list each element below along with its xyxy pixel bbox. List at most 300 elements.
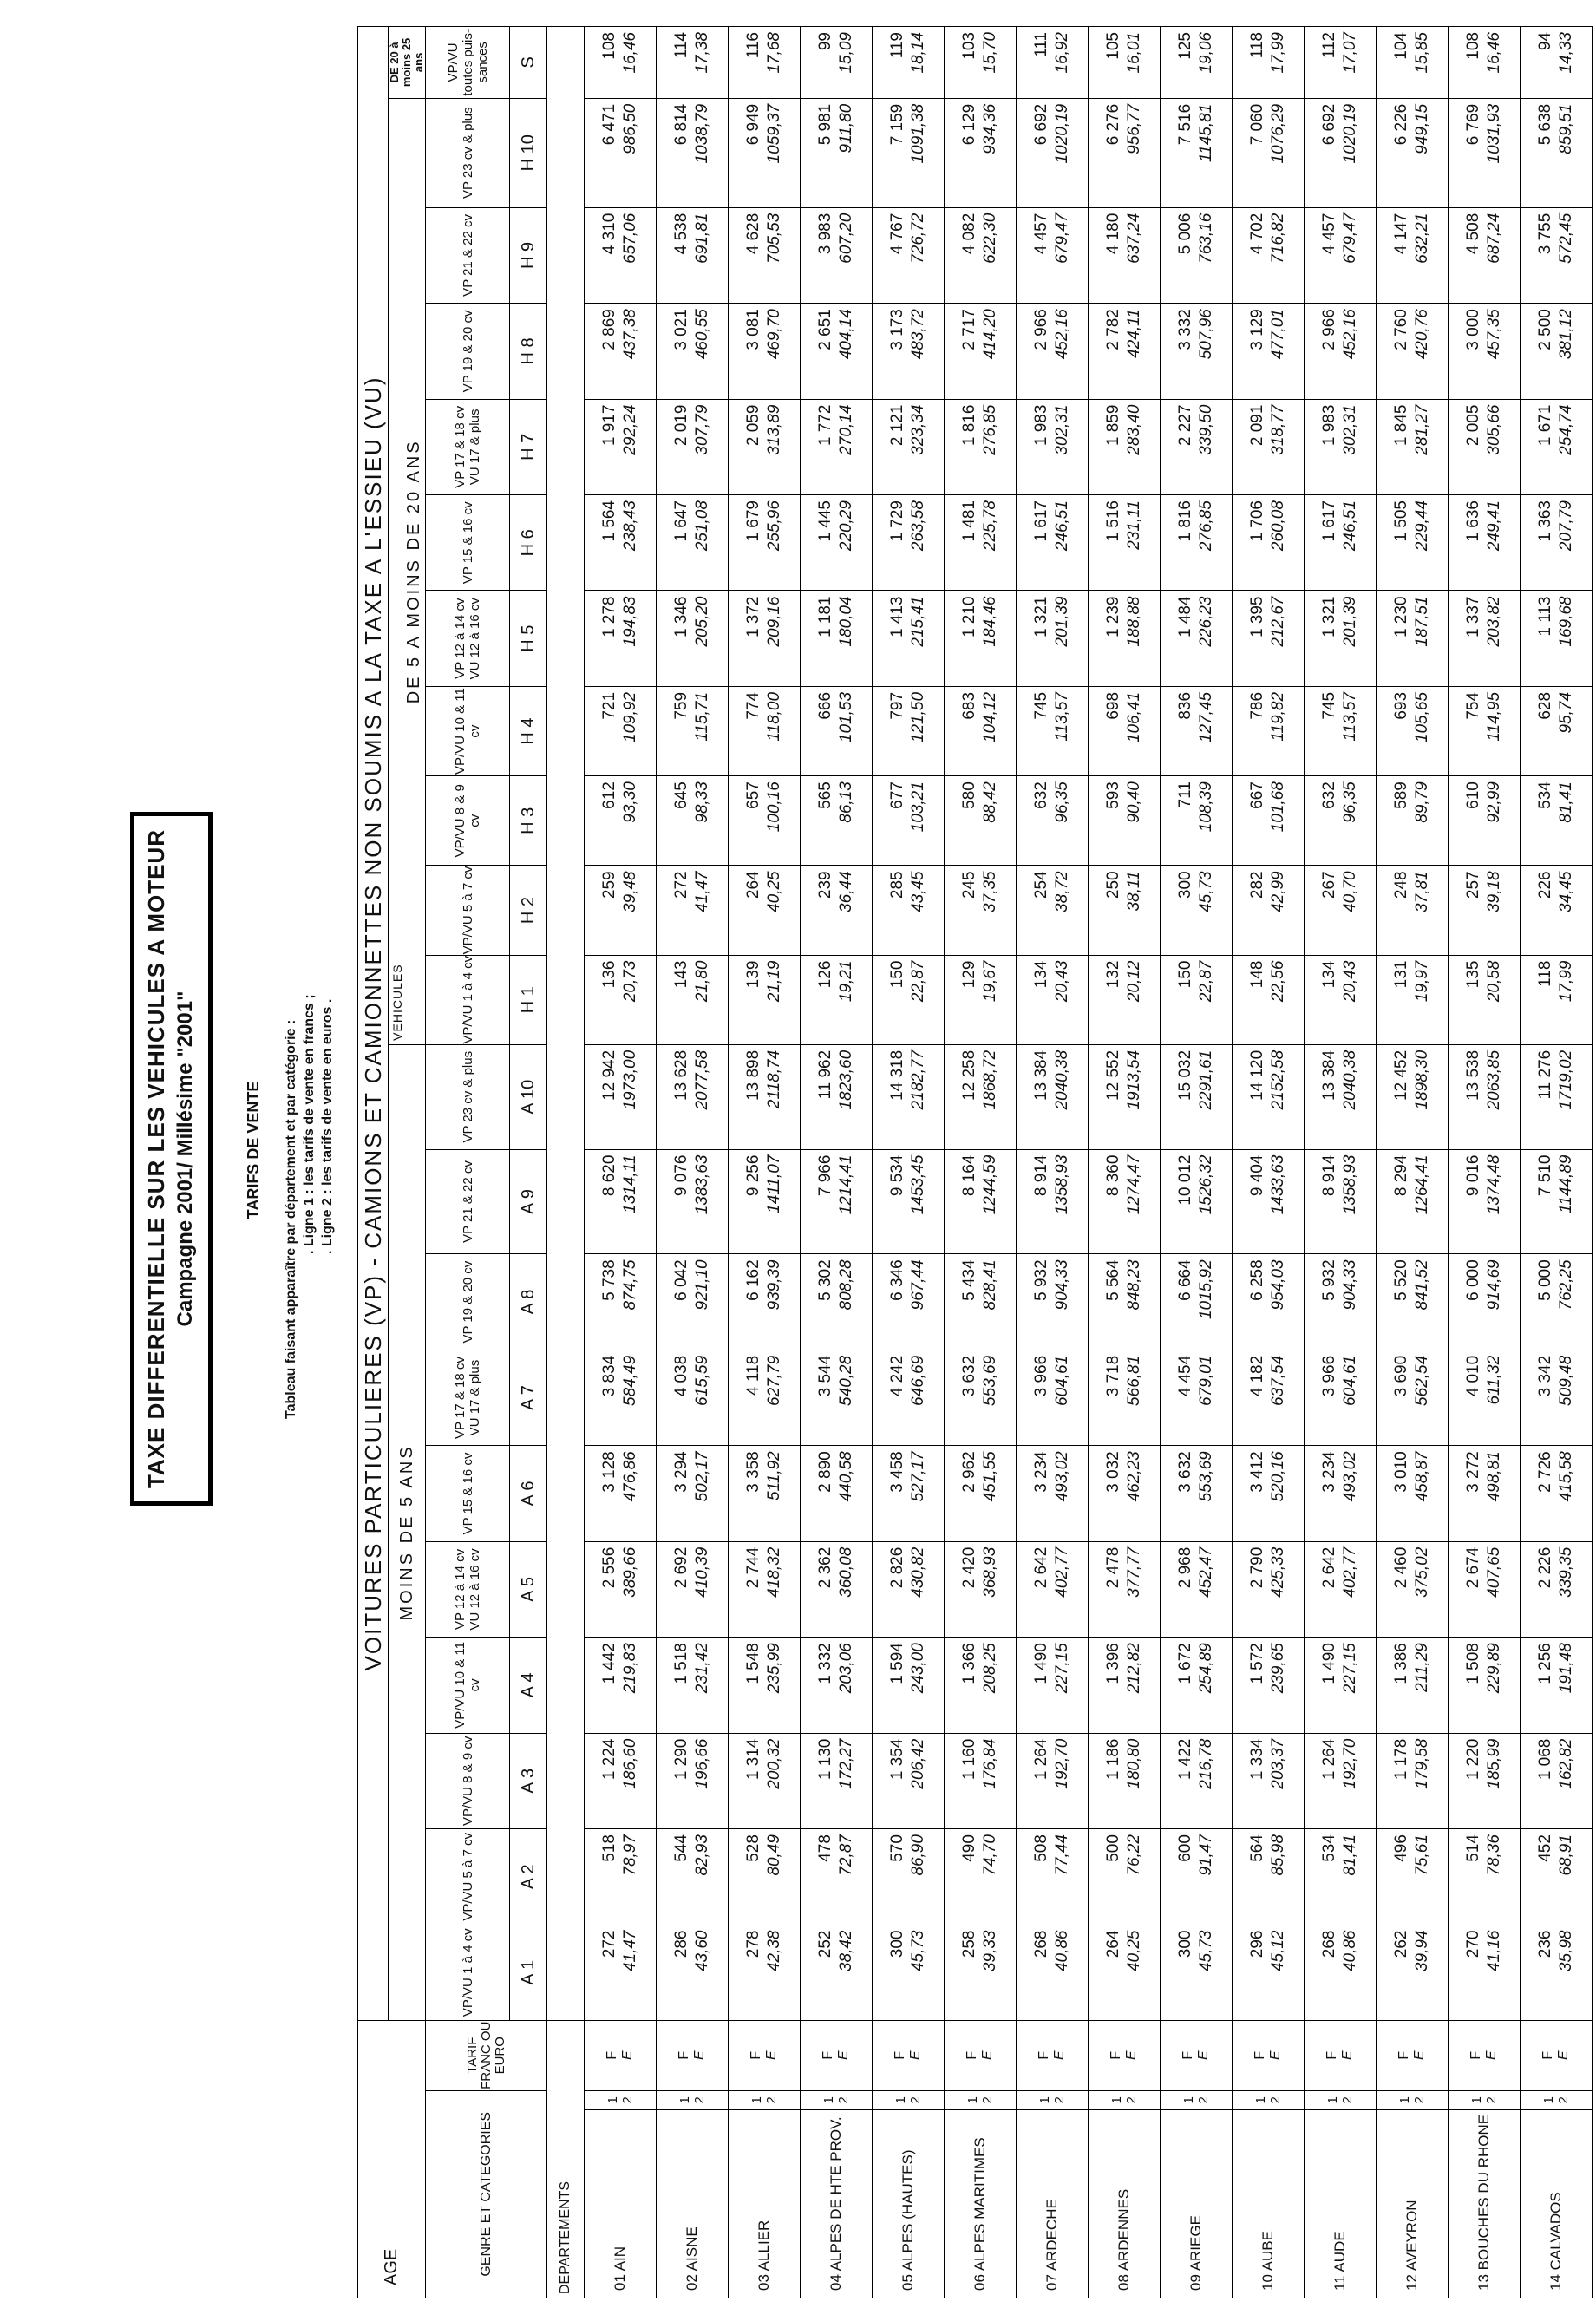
euro-value: 20,12 bbox=[1125, 960, 1143, 1003]
tariff-cell bbox=[1377, 207, 1449, 303]
departement-name: 09 ARIEGE bbox=[1161, 2110, 1233, 2298]
tariff-cell bbox=[1161, 591, 1233, 686]
franc-value: 4 038 bbox=[672, 1355, 690, 1397]
tariff-cell bbox=[1377, 866, 1449, 955]
euro-value: 105,65 bbox=[1413, 691, 1431, 743]
euro-value: 86,90 bbox=[909, 1834, 927, 1876]
currency-label: F bbox=[605, 2050, 619, 2060]
tariff-cell bbox=[1017, 495, 1089, 591]
euro-value: 41,47 bbox=[621, 1930, 639, 1972]
franc-value: 6 226 bbox=[1392, 103, 1410, 146]
euro-value: 402,77 bbox=[1053, 1546, 1071, 1598]
tariff-cell bbox=[729, 1254, 801, 1350]
euro-value: 507,96 bbox=[1197, 309, 1215, 360]
tariff-cell bbox=[1305, 955, 1377, 1044]
tariff-cell bbox=[1017, 1829, 1089, 1925]
euro-value: 246,51 bbox=[1053, 500, 1071, 552]
euro-value: 1374,48 bbox=[1485, 1154, 1503, 1215]
franc-value: 580 bbox=[960, 781, 978, 809]
euro-value: 90,40 bbox=[1125, 781, 1143, 823]
tariff-cell bbox=[729, 399, 801, 494]
franc-value: 1 508 bbox=[1464, 1643, 1482, 1684]
franc-value: 1 516 bbox=[1104, 500, 1122, 542]
euro-value: 20,73 bbox=[621, 960, 639, 1003]
euro-value: 954,03 bbox=[1269, 1259, 1287, 1311]
franc-value: 2 760 bbox=[1392, 309, 1410, 350]
tariff-cell bbox=[729, 1044, 801, 1149]
euro-value: 1383,63 bbox=[693, 1154, 711, 1215]
tariff-cell bbox=[1449, 1925, 1521, 2020]
euro-value: 904,33 bbox=[1053, 1259, 1071, 1311]
franc-value: 570 bbox=[888, 1834, 906, 1862]
euro-value: 114,95 bbox=[1485, 691, 1503, 742]
currency-labels bbox=[801, 2020, 873, 2090]
franc-value: 3 755 bbox=[1536, 212, 1554, 255]
franc-value: 1 505 bbox=[1392, 500, 1410, 542]
group-h-heading bbox=[389, 98, 426, 1044]
franc-value: 300 bbox=[888, 1930, 906, 1958]
franc-value: 112 bbox=[1320, 32, 1338, 59]
tariff-cell bbox=[657, 304, 729, 399]
category-code: A 8 bbox=[510, 1254, 547, 1350]
euro-value: 81,41 bbox=[1557, 781, 1575, 823]
currency-label: F bbox=[1253, 2050, 1267, 2060]
franc-value: 3 332 bbox=[1176, 309, 1194, 350]
tariff-cell bbox=[801, 98, 873, 207]
franc-value: 226 bbox=[1536, 871, 1554, 899]
euro-value: 227,15 bbox=[1341, 1643, 1359, 1694]
franc-value: 7 516 bbox=[1176, 103, 1194, 146]
franc-value: 134 bbox=[1320, 960, 1338, 989]
franc-value: 1 442 bbox=[600, 1643, 618, 1684]
franc-value: 1 210 bbox=[960, 596, 978, 638]
franc-value: 1 278 bbox=[600, 596, 618, 638]
document-title: TAXE DIFFERENTIELLE SUR LES VEHICULES A MOTEUR bbox=[143, 828, 169, 1489]
euro-value: 452,47 bbox=[1197, 1546, 1215, 1598]
franc-value: 632 bbox=[1032, 781, 1050, 809]
euro-value: 20,43 bbox=[1053, 960, 1071, 1003]
euro-value: 1076,29 bbox=[1269, 103, 1287, 164]
tariff-cell bbox=[729, 1541, 801, 1637]
euro-value: 211,29 bbox=[1413, 1643, 1431, 1692]
franc-value: 1 816 bbox=[960, 404, 978, 447]
currency-labels bbox=[1233, 2020, 1305, 2090]
franc-value: 264 bbox=[744, 871, 762, 899]
franc-value: 1 983 bbox=[1320, 404, 1338, 447]
euro-value: 418,32 bbox=[765, 1546, 783, 1598]
euro-value: 302,31 bbox=[1053, 404, 1071, 455]
franc-value: 1 548 bbox=[744, 1643, 762, 1684]
tariff-cell bbox=[1449, 1733, 1521, 1828]
euro-value: 77,44 bbox=[1053, 1834, 1071, 1876]
euro-value: 716,82 bbox=[1269, 212, 1287, 264]
euro-value: 17,99 bbox=[1557, 960, 1575, 1003]
euro-value: 572,45 bbox=[1557, 212, 1575, 264]
tariff-cell bbox=[1449, 1829, 1521, 1925]
euro-value: 637,54 bbox=[1269, 1355, 1287, 1406]
tariff-cell bbox=[1089, 1149, 1161, 1254]
euro-value: 45,73 bbox=[909, 1930, 927, 1972]
franc-value: 3 010 bbox=[1392, 1451, 1410, 1493]
franc-value: 5 981 bbox=[816, 103, 834, 146]
tariff-cell bbox=[1305, 1446, 1377, 1541]
category-header: VP 17 & 18 cv VU 17 & plus bbox=[426, 1350, 510, 1445]
franc-value: 268 bbox=[1032, 1930, 1050, 1958]
franc-value: 125 bbox=[1176, 32, 1194, 60]
franc-value: 500 bbox=[1104, 1834, 1122, 1862]
franc-value: 5 638 bbox=[1536, 103, 1554, 146]
euro-value: 196,66 bbox=[693, 1738, 711, 1789]
tariff-cell bbox=[1233, 1829, 1305, 1925]
franc-value: 7 060 bbox=[1248, 103, 1266, 146]
line-number: 2 bbox=[1196, 2096, 1211, 2104]
departement-name: 07 ARDECHE bbox=[1017, 2110, 1089, 2298]
tariff-cell bbox=[1017, 207, 1089, 303]
franc-value: 8 914 bbox=[1320, 1154, 1338, 1197]
tariff-cell bbox=[1449, 1350, 1521, 1445]
euro-value: 424,11 bbox=[1125, 309, 1143, 358]
table-row bbox=[1233, 27, 1305, 2298]
tariff-cell bbox=[1305, 207, 1377, 303]
line-number: 2 bbox=[1268, 2096, 1283, 2104]
tariff-cell bbox=[1161, 1925, 1233, 2020]
tariff-cell bbox=[1089, 304, 1161, 399]
euro-value: 82,93 bbox=[693, 1834, 711, 1876]
franc-value: 13 898 bbox=[744, 1049, 762, 1101]
tariff-cell bbox=[657, 399, 729, 494]
tariff-cell bbox=[1161, 98, 1233, 207]
franc-value: 296 bbox=[1248, 1930, 1266, 1958]
franc-value: 1 186 bbox=[1104, 1738, 1122, 1781]
tariff-cell bbox=[585, 776, 657, 866]
category-header: VP/VU 8 & 9 cv bbox=[426, 1733, 510, 1828]
line-numbers bbox=[1305, 2090, 1377, 2110]
euro-value: 231,42 bbox=[693, 1643, 711, 1694]
tariff-cell bbox=[1521, 1829, 1593, 1925]
franc-value: 1 490 bbox=[1320, 1643, 1338, 1684]
tariff-cell bbox=[873, 1733, 945, 1828]
departement-name: 13 BOUCHES DU RHONE bbox=[1449, 2110, 1521, 2298]
tariff-cell bbox=[1161, 686, 1233, 775]
franc-value: 150 bbox=[888, 960, 906, 989]
franc-value: 2 717 bbox=[960, 309, 978, 350]
currency-labels bbox=[1089, 2020, 1161, 2090]
tariff-cell bbox=[1161, 495, 1233, 591]
euro-value: 208,25 bbox=[981, 1643, 999, 1694]
franc-value: 5 932 bbox=[1320, 1259, 1338, 1301]
euro-value: 604,61 bbox=[1341, 1355, 1359, 1406]
tariff-cell bbox=[945, 27, 1017, 99]
franc-value: 698 bbox=[1104, 691, 1122, 720]
franc-value: 258 bbox=[960, 1930, 978, 1958]
euro-value: 219,83 bbox=[621, 1643, 639, 1694]
franc-value: 1 859 bbox=[1104, 404, 1122, 447]
line-numbers bbox=[1161, 2090, 1233, 2110]
euro-value: 939,39 bbox=[765, 1259, 783, 1311]
currency-label: F bbox=[1540, 2050, 1555, 2060]
tariff-cell bbox=[1521, 1925, 1593, 2020]
tariff-cell bbox=[1449, 27, 1521, 99]
tariff-cell bbox=[1017, 98, 1089, 207]
line-number: 1 bbox=[821, 2096, 836, 2104]
euro-value: 1091,38 bbox=[909, 103, 927, 164]
line-number: 2 bbox=[1124, 2096, 1139, 2104]
franc-value: 1 706 bbox=[1248, 500, 1266, 542]
tariff-cell bbox=[1377, 1829, 1449, 1925]
tariff-cell bbox=[945, 1446, 1017, 1541]
tariff-cell bbox=[801, 1044, 873, 1149]
franc-value: 564 bbox=[1248, 1834, 1266, 1862]
tariff-cell bbox=[1521, 955, 1593, 1044]
tariff-cell bbox=[729, 1350, 801, 1445]
euro-value: 186,60 bbox=[621, 1738, 639, 1789]
franc-value: 4 082 bbox=[960, 212, 978, 255]
tariff-cell bbox=[657, 495, 729, 591]
tariff-cell bbox=[1233, 1350, 1305, 1445]
departement-name: 11 AUDE bbox=[1305, 2110, 1377, 2298]
departement-name: 03 ALLIER bbox=[729, 2110, 801, 2298]
euro-value: 108,39 bbox=[1197, 781, 1215, 833]
category-code: A 10 bbox=[510, 1044, 547, 1149]
euro-value: 307,79 bbox=[693, 404, 711, 455]
euro-value: 410,39 bbox=[693, 1546, 711, 1598]
category-code: H 8 bbox=[510, 304, 547, 399]
euro-value: 2040,38 bbox=[1341, 1049, 1359, 1110]
tariff-cell bbox=[1233, 1541, 1305, 1637]
tariff-cell bbox=[1161, 1350, 1233, 1445]
franc-value: 9 016 bbox=[1464, 1154, 1482, 1197]
table-row bbox=[873, 27, 945, 2298]
franc-value: 534 bbox=[1536, 781, 1554, 809]
franc-value: 721 bbox=[600, 691, 618, 720]
line-numbers bbox=[873, 2090, 945, 2110]
franc-value: 2 005 bbox=[1464, 404, 1482, 447]
tariff-cell bbox=[1449, 686, 1521, 775]
tariff-cell bbox=[945, 1044, 1017, 1149]
euro-value: 41,47 bbox=[693, 871, 711, 912]
franc-value: 1 230 bbox=[1392, 596, 1410, 638]
euro-value: 607,20 bbox=[837, 212, 855, 264]
euro-value: 302,31 bbox=[1341, 404, 1359, 455]
category-code: A 3 bbox=[510, 1733, 547, 1828]
category-header: VP 23 cv & plus bbox=[426, 1044, 510, 1149]
euro-value: 339,50 bbox=[1197, 404, 1215, 455]
euro-value: 40,25 bbox=[1125, 1930, 1143, 1972]
euro-value: 540,28 bbox=[837, 1355, 855, 1406]
franc-value: 693 bbox=[1392, 691, 1410, 720]
franc-value: 131 bbox=[1392, 960, 1410, 989]
category-code: H 1 bbox=[510, 955, 547, 1044]
category-code: S bbox=[510, 27, 547, 99]
tariff-cell bbox=[1377, 591, 1449, 686]
euro-value: 763,16 bbox=[1197, 212, 1215, 264]
currency-label: E bbox=[620, 2050, 635, 2061]
tariff-cell bbox=[1233, 207, 1305, 303]
franc-value: 118 bbox=[1248, 32, 1266, 59]
currency-label: F bbox=[677, 2050, 691, 2060]
tariff-cell bbox=[1017, 1925, 1089, 2020]
table-row bbox=[1089, 27, 1161, 2298]
franc-value: 711 bbox=[1176, 781, 1194, 808]
euro-value: 227,15 bbox=[1053, 1643, 1071, 1694]
table-row bbox=[1305, 27, 1377, 2298]
euro-value: 74,70 bbox=[981, 1834, 999, 1876]
tariff-cell bbox=[1017, 686, 1089, 775]
tariff-cell bbox=[1521, 207, 1593, 303]
franc-value: 3 234 bbox=[1320, 1451, 1338, 1493]
tariff-cell bbox=[1521, 866, 1593, 955]
currency-label: E bbox=[1484, 2050, 1499, 2061]
franc-value: 6 000 bbox=[1464, 1259, 1482, 1301]
tariff-cell bbox=[1521, 1044, 1593, 1149]
franc-value: 774 bbox=[744, 691, 762, 720]
tariff-cell bbox=[657, 1254, 729, 1350]
euro-value: 191,48 bbox=[1557, 1643, 1575, 1694]
departement-name: 02 AISNE bbox=[657, 2110, 729, 2298]
tariff-cell bbox=[1521, 686, 1593, 775]
tariff-cell bbox=[657, 1829, 729, 1925]
tariff-cell bbox=[1521, 1149, 1593, 1254]
franc-value: 129 bbox=[960, 960, 978, 989]
franc-value: 1 178 bbox=[1392, 1738, 1410, 1781]
euro-value: 194,83 bbox=[621, 596, 639, 647]
euro-value: 2152,58 bbox=[1269, 1049, 1287, 1110]
franc-value: 1 917 bbox=[600, 404, 618, 447]
tariff-cell bbox=[945, 1350, 1017, 1445]
tariff-cell bbox=[1377, 27, 1449, 99]
currency-label: F bbox=[1109, 2050, 1123, 2060]
euro-value: 498,81 bbox=[1485, 1451, 1503, 1502]
line-number: 2 bbox=[1556, 2096, 1571, 2104]
tariff-cell bbox=[1377, 399, 1449, 494]
tariff-cell bbox=[1161, 955, 1233, 1044]
franc-value: 8 914 bbox=[1032, 1154, 1050, 1197]
franc-value: 282 bbox=[1248, 871, 1266, 899]
euro-value: 313,89 bbox=[765, 404, 783, 455]
tariff-cell bbox=[1449, 866, 1521, 955]
tariff-cell bbox=[1089, 955, 1161, 1044]
euro-value: 2040,38 bbox=[1053, 1049, 1071, 1110]
franc-value: 1 772 bbox=[816, 404, 834, 447]
line-number: 2 bbox=[836, 2096, 851, 2104]
tariff-cell bbox=[801, 304, 873, 399]
line-number: 2 bbox=[764, 2096, 779, 2104]
currency-labels bbox=[1377, 2020, 1449, 2090]
franc-value: 114 bbox=[672, 32, 690, 59]
tariff-cell bbox=[1305, 495, 1377, 591]
franc-value: 4 702 bbox=[1248, 212, 1266, 255]
tariff-cell bbox=[801, 207, 873, 303]
currency-labels bbox=[1305, 2020, 1377, 2090]
euro-value: 206,42 bbox=[909, 1738, 927, 1789]
tariff-cell bbox=[1017, 1541, 1089, 1637]
euro-value: 430,82 bbox=[909, 1546, 927, 1598]
tariff-cell bbox=[1089, 495, 1161, 591]
euro-value: 38,42 bbox=[837, 1930, 855, 1972]
tariff-cell bbox=[1377, 686, 1449, 775]
group-h-label: DE 5 A MOINS DE 20 ANS bbox=[403, 439, 423, 704]
franc-value: 272 bbox=[672, 871, 690, 899]
tariff-cell bbox=[1161, 27, 1233, 99]
euro-value: 828,41 bbox=[981, 1259, 999, 1311]
franc-value: 1 386 bbox=[1392, 1643, 1410, 1684]
euro-value: 75,61 bbox=[1413, 1834, 1431, 1876]
euro-value: 1264,41 bbox=[1413, 1154, 1431, 1215]
tariff-cell bbox=[1161, 1733, 1233, 1828]
category-header: VP/VU 10 & 11 cv bbox=[426, 686, 510, 775]
euro-value: 1913,54 bbox=[1125, 1049, 1143, 1110]
currency-labels bbox=[1161, 2020, 1233, 2090]
euro-value: 203,06 bbox=[837, 1643, 855, 1694]
tariff-cell bbox=[1233, 1733, 1305, 1828]
franc-value: 2 962 bbox=[960, 1451, 978, 1493]
tariff-cell bbox=[1017, 399, 1089, 494]
tariff-cell bbox=[657, 776, 729, 866]
euro-value: 679,47 bbox=[1053, 212, 1071, 264]
euro-value: 469,70 bbox=[765, 309, 783, 360]
category-code: H 4 bbox=[510, 686, 547, 775]
franc-value: 2 674 bbox=[1464, 1546, 1482, 1589]
euro-value: 874,75 bbox=[621, 1259, 639, 1311]
currency-label: E bbox=[1268, 2050, 1283, 2061]
tariff-cell bbox=[1305, 866, 1377, 955]
euro-value: 2118,74 bbox=[765, 1049, 783, 1109]
franc-value: 94 bbox=[1536, 32, 1554, 51]
euro-value: 180,04 bbox=[837, 596, 855, 647]
category-code: H 9 bbox=[510, 207, 547, 303]
euro-value: 808,28 bbox=[837, 1259, 855, 1311]
euro-value: 95,74 bbox=[1557, 691, 1575, 734]
franc-value: 5 564 bbox=[1104, 1259, 1122, 1301]
euro-value: 260,08 bbox=[1269, 500, 1287, 552]
line-number: 1 bbox=[1469, 2096, 1484, 2104]
euro-value: 407,65 bbox=[1485, 1546, 1503, 1598]
franc-value: 143 bbox=[672, 960, 690, 989]
tariff-cell bbox=[1521, 1350, 1593, 1445]
euro-value: 1059,37 bbox=[765, 103, 783, 164]
tariff-cell bbox=[1449, 98, 1521, 207]
tariff-cell bbox=[1449, 776, 1521, 866]
euro-value: 323,34 bbox=[909, 404, 927, 455]
line-numbers bbox=[729, 2090, 801, 2110]
euro-value: 859,51 bbox=[1557, 103, 1575, 154]
euro-value: 169,68 bbox=[1557, 596, 1575, 647]
euro-value: 100,16 bbox=[765, 781, 783, 833]
tariff-cell bbox=[945, 495, 1017, 591]
euro-value: 19,06 bbox=[1197, 32, 1215, 74]
tariff-cell bbox=[585, 1925, 657, 2020]
line-numbers bbox=[585, 2090, 657, 2110]
euro-value: 188,88 bbox=[1125, 596, 1143, 647]
tariff-cell bbox=[657, 1044, 729, 1149]
franc-value: 3 294 bbox=[672, 1451, 690, 1493]
currency-label: F bbox=[1396, 2050, 1411, 2060]
franc-value: 3 632 bbox=[1176, 1451, 1194, 1493]
euro-value: 377,77 bbox=[1125, 1546, 1143, 1598]
euro-value: 229,89 bbox=[1485, 1643, 1503, 1694]
euro-value: 904,33 bbox=[1341, 1259, 1359, 1311]
currency-labels bbox=[1521, 2020, 1593, 2090]
tariff-cell bbox=[1305, 1829, 1377, 1925]
tariff-cell bbox=[873, 207, 945, 303]
franc-value: 3 632 bbox=[960, 1355, 978, 1397]
franc-value: 2 744 bbox=[744, 1546, 762, 1589]
line-numbers bbox=[1089, 2090, 1161, 2110]
line-number: 1 bbox=[1541, 2096, 1556, 2104]
line-numbers bbox=[1449, 2090, 1521, 2110]
franc-value: 2 478 bbox=[1104, 1546, 1122, 1589]
euro-value: 45,73 bbox=[1197, 871, 1215, 912]
